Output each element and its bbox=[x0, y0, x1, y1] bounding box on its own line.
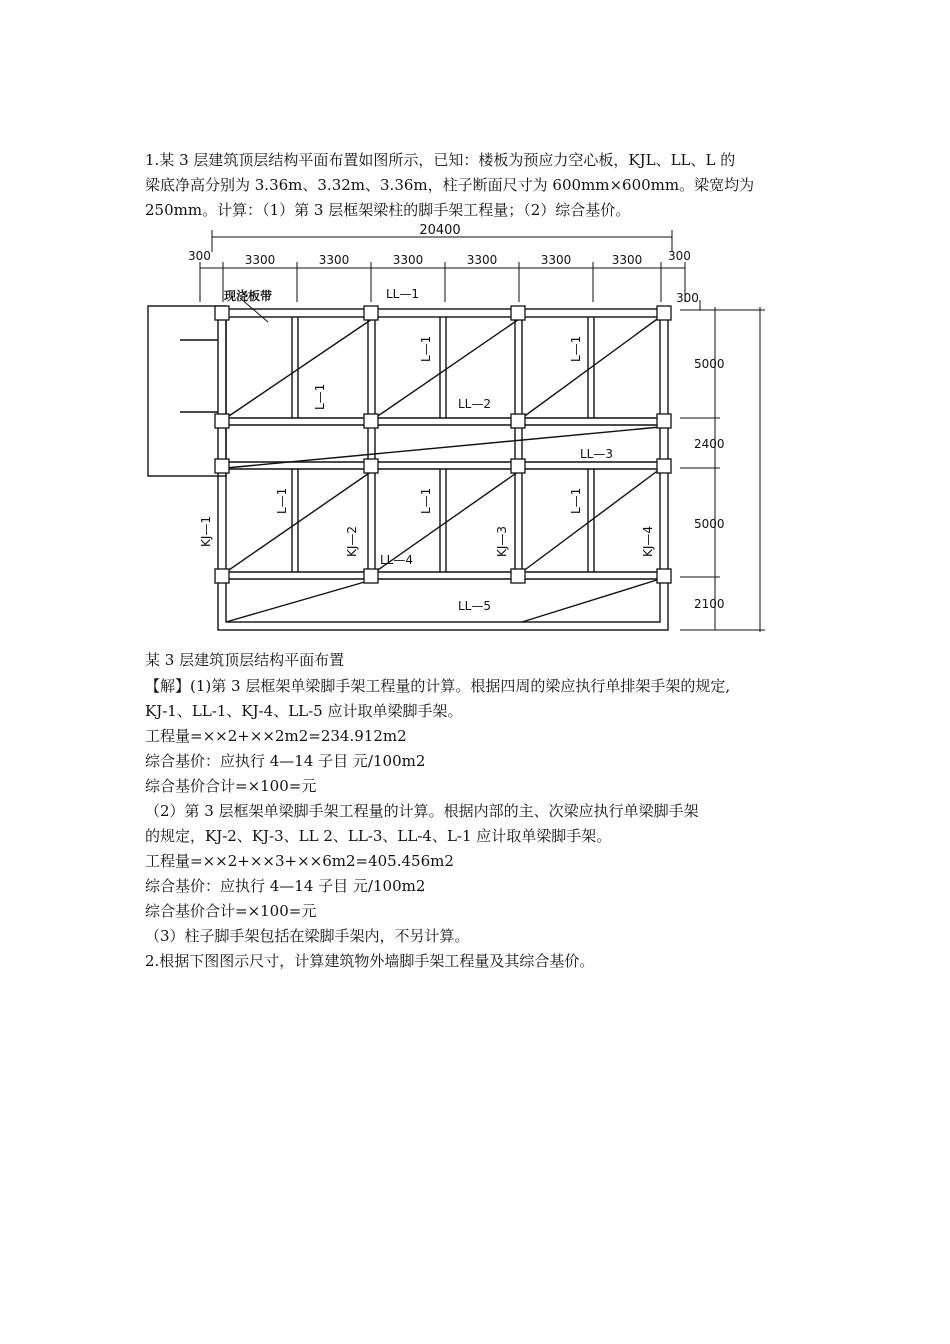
label-l1-e: L—1 bbox=[419, 487, 433, 514]
problem1-line-3: 250mm。计算：（1）第 3 层框架梁柱的脚手架工程量；（2）综合基价。 bbox=[145, 201, 631, 219]
solution-line-10: 综合基价合计=×100=元 bbox=[145, 902, 317, 920]
label-kj3: KJ—3 bbox=[495, 525, 509, 557]
solution-line-11: （3）柱子脚手架包括在梁脚手架内，不另计算。 bbox=[145, 927, 470, 945]
dim-bay-6: 3300 bbox=[611, 253, 643, 267]
solution-line-6: （2）第 3 层框架单梁脚手架工程量的计算。根据内部的主、次梁应执行单梁脚手架 bbox=[145, 802, 699, 820]
label-ll2: LL—2 bbox=[458, 397, 492, 411]
figure-caption: 某 3 层建筑顶层结构平面布置 bbox=[145, 651, 345, 669]
label-l1-f: L—1 bbox=[569, 487, 583, 514]
dim-left-edge: 300 bbox=[188, 249, 211, 263]
label-kj1: KJ—1 bbox=[199, 515, 213, 547]
label-ll4: LL—4 bbox=[380, 553, 414, 567]
label-kj4: KJ—4 bbox=[641, 525, 655, 557]
dim-row-2: 2400 bbox=[694, 437, 725, 451]
solution-line-1: 【解】(1)第 3 层框架单梁脚手架工程量的计算。根据四周的梁应执行单排架手架的规定, bbox=[145, 677, 731, 695]
problem2-line: 2.根据下图图示尺寸，计算建筑物外墙脚手架工程量及其综合基价。 bbox=[145, 952, 595, 970]
label-ll5: LL—5 bbox=[458, 599, 492, 613]
label-l1-c: L—1 bbox=[569, 335, 583, 362]
label-l1-a: L—1 bbox=[313, 383, 327, 410]
problem1-line-2: 梁底净高分别为 3.36m、3.32m、3.36m，柱子断面尺寸为 600mm×600mm。梁宽均为 bbox=[145, 176, 755, 194]
solution-line-5: 综合基价合计=×100=元 bbox=[145, 777, 317, 795]
dim-bay-1: 3300 bbox=[244, 253, 276, 267]
solution-line-7: 的规定，KJ-2、KJ-3、LL 2、LL-3、LL-4、L-1 应计取单梁脚手架。 bbox=[145, 827, 612, 845]
label-ll3: LL—3 bbox=[580, 447, 614, 461]
solution-line-2: KJ-1、LL-1、KJ-4、LL-5 应计取单梁脚手架。 bbox=[145, 702, 463, 720]
label-kj2: KJ—2 bbox=[345, 525, 359, 557]
dim-right-top: 300 bbox=[676, 291, 699, 305]
label-ll1: LL—1 bbox=[386, 287, 420, 301]
structure-plan-figure bbox=[140, 222, 780, 640]
label-l1-d: L—1 bbox=[275, 487, 289, 514]
problem1-line-1: 1.某 3 层建筑顶层结构平面布置如图所示，已知：楼板为预应力空心板，KJL、LL、L 的 bbox=[145, 151, 736, 169]
label-cast-strip: 现浇板带 bbox=[224, 289, 273, 303]
dim-row-4: 2100 bbox=[694, 597, 725, 611]
dim-bay-5: 3300 bbox=[540, 253, 572, 267]
solution-line-9: 综合基价：应执行 4—14 子目 元/100m2 bbox=[145, 877, 426, 895]
solution-line-8: 工程量=××2+××3+××6m2=405.456m2 bbox=[145, 852, 454, 870]
label-l1-b: L—1 bbox=[419, 335, 433, 362]
solution-line-3: 工程量=××2+××2m2=234.912m2 bbox=[145, 727, 407, 745]
dim-bay-4: 3300 bbox=[466, 253, 498, 267]
dim-bay-3: 3300 bbox=[392, 253, 424, 267]
solution-line-4: 综合基价：应执行 4—14 子目 元/100m2 bbox=[145, 752, 426, 770]
dim-right-edge: 300 bbox=[668, 249, 691, 263]
dim-row-1: 5000 bbox=[694, 357, 725, 371]
dim-total: 20400 bbox=[419, 223, 461, 238]
dim-bay-2: 3300 bbox=[318, 253, 350, 267]
dim-row-3: 5000 bbox=[694, 517, 725, 531]
